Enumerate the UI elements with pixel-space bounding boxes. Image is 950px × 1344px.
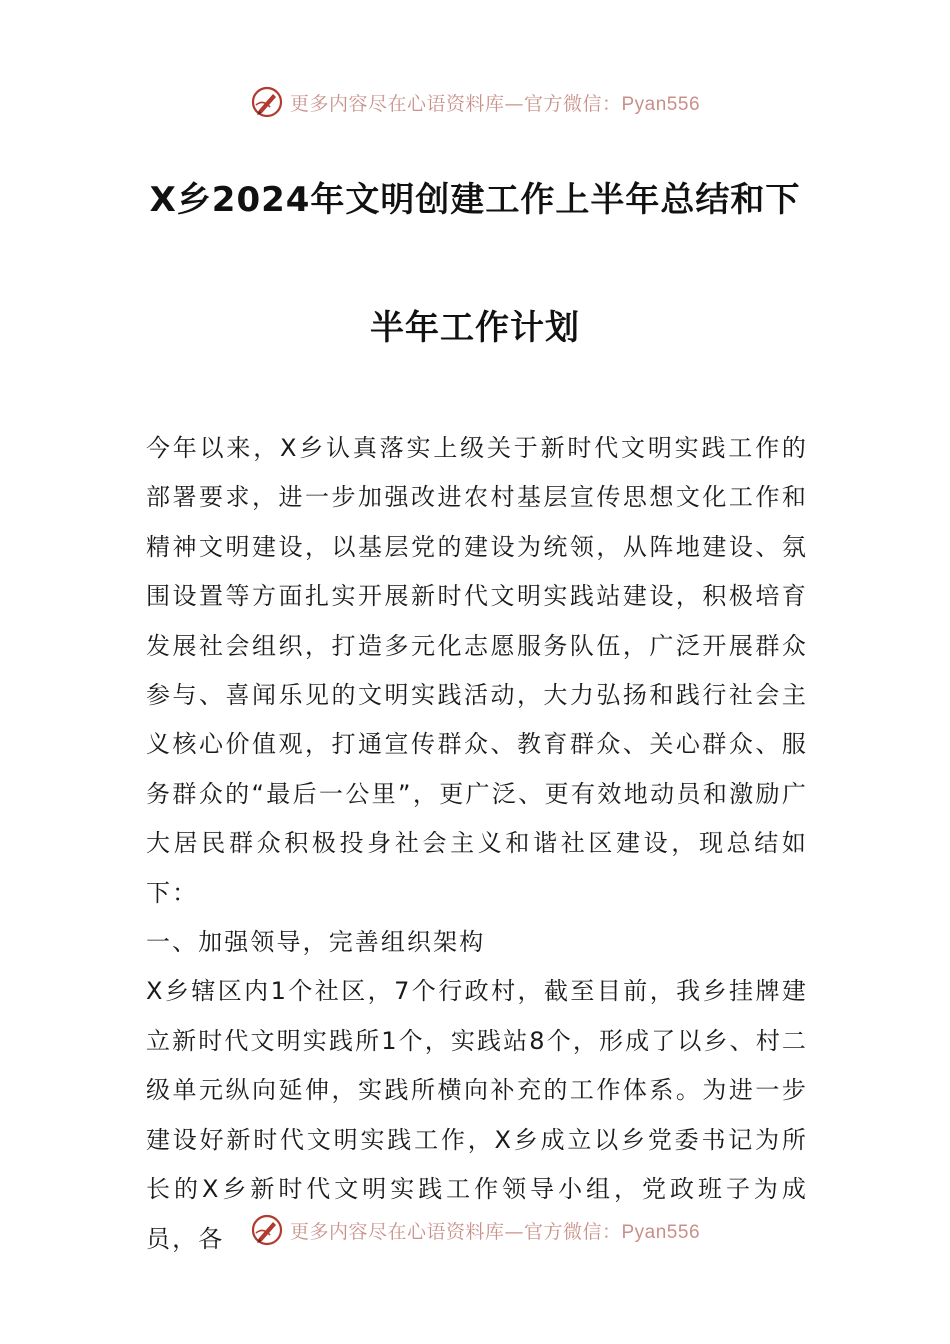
section1-paragraph: X乡辖区内1个社区，7个行政村，截至目前，我乡挂牌建立新时代文明实践所1个，实践站8个，形成了以乡、村二级单元纵向延伸，实践所横向补充的工作体系。为进一步建设好新时代文明实践工作，X乡成立以乡党委书记为所长的X乡新时代文明实践工作领导小组，党政班子为成员，各 [146, 977, 808, 1253]
section1-heading: 一、加强领导，完善组织架构 [146, 928, 486, 957]
watermark-wechat-id: Pyan556 [621, 93, 701, 115]
footer-watermark [0, 1210, 950, 1250]
watermark-label: 更多内容尽在心语资料库—官方微信： [289, 92, 622, 115]
header-watermark [0, 82, 950, 122]
pen-logo-icon [250, 85, 284, 119]
watermark-text [290, 1217, 700, 1244]
document-title-line1: X乡2024年文明创建工作上半年总结和下 [149, 180, 801, 220]
intro-paragraph: 今年以来，X乡认真落实上级关于新时代文明实践工作的部署要求，进一步加强改进农村基层宣传思想文化工作和精神文明建设，以基层党的建设为统领，从阵地建设、氛围设置等方面扎实开展新时代文明实践站建设，积极培育发展社会组织，打造多元化志愿服务队伍，广泛开展群众参与、喜闻乐见的文明实践活动，大力弘扬和践行社会主义核心价值观，打通宣传群众、教育群众、关心群众、服务群众的“最后一公里”，更广泛、更有效地动员和激励广大居民群众积极投身社会主义和谐社区建设，现总结如下： [146, 434, 808, 907]
watermark-text [290, 89, 700, 116]
watermark-label: 更多内容尽在心语资料库—官方微信： [289, 1220, 622, 1243]
pen-logo-icon [250, 1213, 284, 1247]
watermark-wechat-id: Pyan556 [621, 1221, 701, 1243]
document-title-line2: 半年工作计划 [370, 308, 580, 348]
document-body [146, 424, 808, 1264]
